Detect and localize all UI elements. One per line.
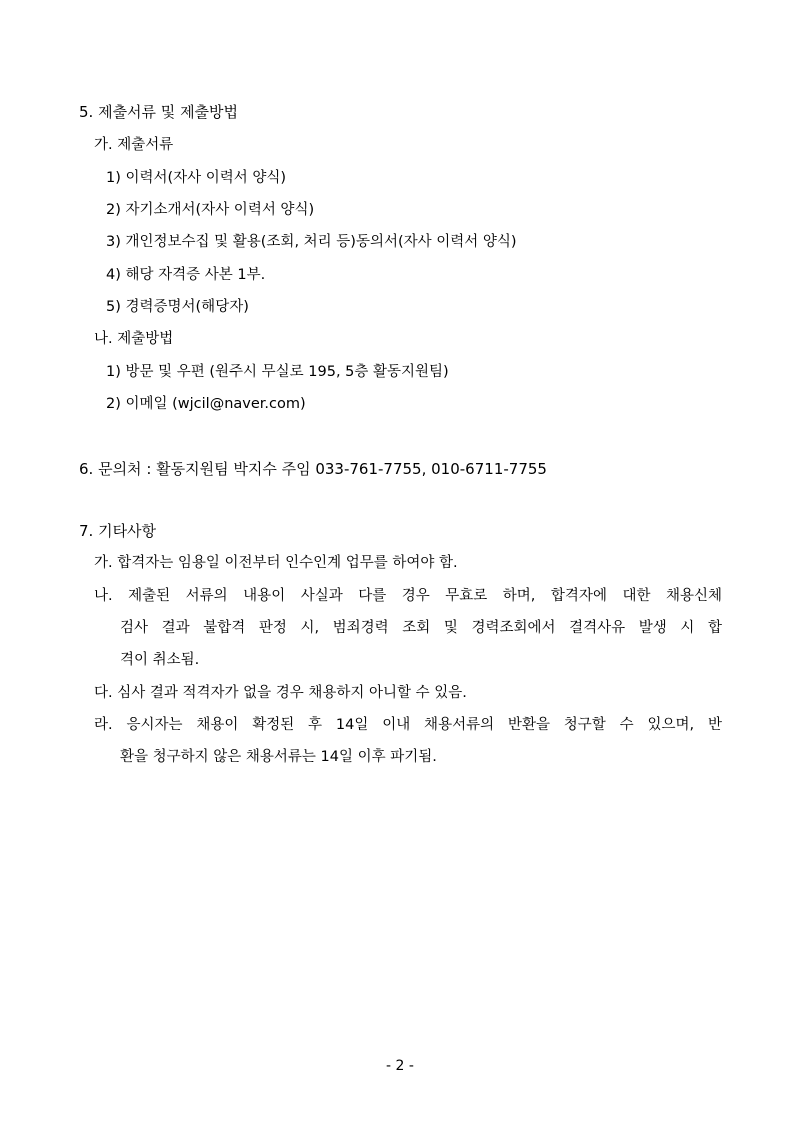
- section7-ra-line1: 라. 응시자는 채용이 확정된 후 14일 이내 채용서류의 반환을 청구할 수 있으며, 반: [94, 717, 722, 733]
- method-item-2: 2) 이메일 (wjcil@naver.com): [106, 396, 306, 412]
- method-item-1: 1) 방문 및 우편 (원주시 무실로 195, 5층 활동지원팀): [106, 364, 449, 380]
- section7-na-line1: 나. 제출된 서류의 내용이 사실과 다를 경우 무효로 하며, 합격자에 대한 채용신체: [94, 588, 722, 604]
- doc-item-4: 4) 해당 자격증 사본 1부.: [106, 267, 266, 283]
- doc-item-2: 2) 자기소개서(자사 이력서 양식): [106, 202, 315, 218]
- section5-sub-ga: 가. 제출서류: [94, 137, 174, 153]
- doc-item-5: 5) 경력증명서(해당자): [106, 299, 249, 315]
- section5-heading: 5. 제출서류 및 제출방법: [79, 103, 239, 121]
- section7-heading: 7. 기타사항: [79, 522, 157, 540]
- doc-item-1: 1) 이력서(자사 이력서 양식): [106, 170, 287, 186]
- section7-na-line3: 격이 취소됨.: [120, 652, 200, 668]
- section6-contact: 6. 문의처 : 활동지원팀 박지수 주임 033-761-7755, 010-6711-7755: [79, 460, 547, 478]
- section5-sub-na: 나. 제출방법: [94, 331, 174, 347]
- section7-ga: 가. 합격자는 임용일 이전부터 인수인계 업무를 하여야 함.: [94, 555, 458, 571]
- page-number: - 2 -: [386, 1058, 414, 1074]
- section7-na-line2: 검사 결과 불합격 판정 시, 범죄경력 조회 및 경력조회에서 결격사유 발생 시 합: [120, 620, 722, 636]
- doc-item-3: 3) 개인정보수집 및 활용(조회, 처리 등)동의서(자사 이력서 양식): [106, 234, 517, 250]
- section7-da: 다. 심사 결과 적격자가 없을 경우 채용하지 아니할 수 있음.: [94, 685, 467, 701]
- section7-ra-line2: 환을 청구하지 않은 채용서류는 14일 이후 파기됨.: [120, 749, 437, 765]
